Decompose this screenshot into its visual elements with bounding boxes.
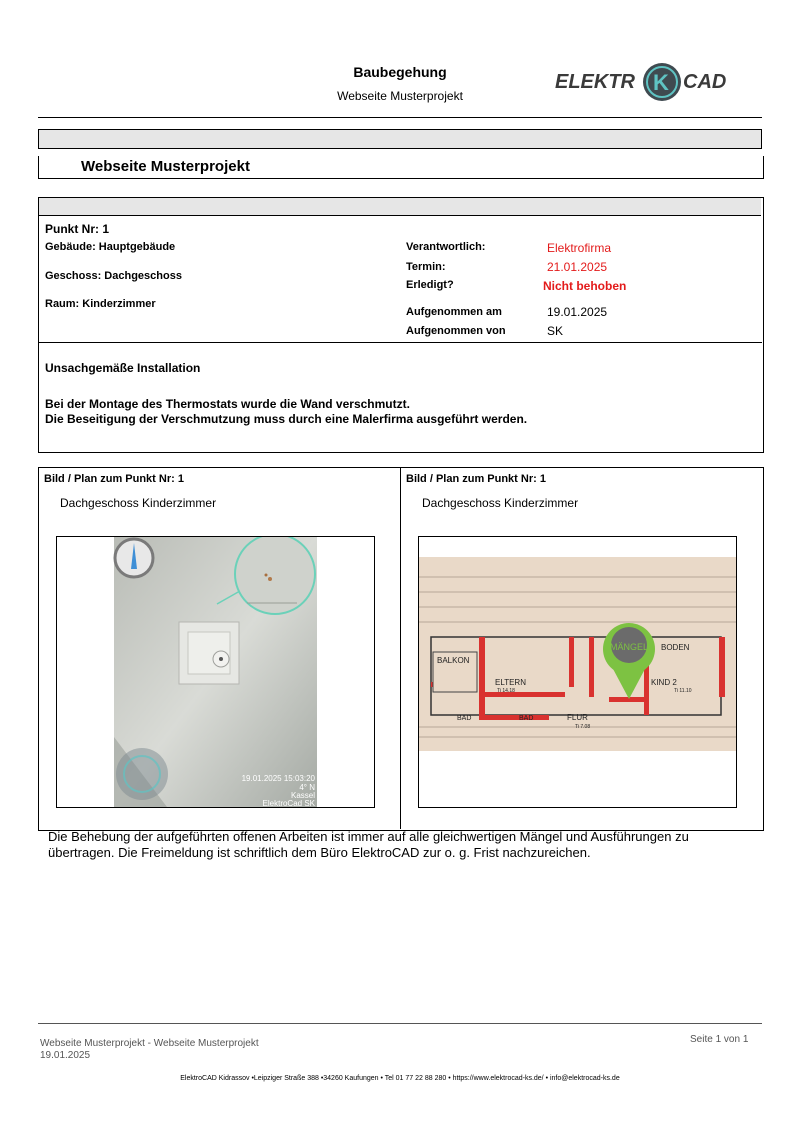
photo-stamp-app: ElektroCad SK bbox=[262, 799, 315, 807]
floor-plan[interactable] bbox=[419, 537, 736, 807]
image-2-heading: Bild / Plan zum Punkt Nr: 1 bbox=[406, 473, 546, 485]
image-1-heading: Bild / Plan zum Punkt Nr: 1 bbox=[44, 473, 184, 485]
footer-project bbox=[40, 1038, 259, 1062]
watermark-logo-icon bbox=[116, 748, 168, 800]
done-value: Nicht behoben bbox=[543, 279, 627, 293]
defect-line-1: Bei der Montage des Thermostats wurde die Wand verschmutzt. bbox=[45, 397, 410, 411]
company-logo bbox=[553, 60, 733, 104]
compass-icon bbox=[115, 539, 153, 577]
plan-label-eltern: ELTERN bbox=[495, 678, 526, 687]
plan-label-kind: KIND 2 bbox=[651, 678, 677, 687]
point-floor: Geschoss: Dachgeschoss bbox=[45, 270, 182, 282]
photo-stamp-time: 19.01.2025 15:03:20 bbox=[241, 774, 315, 783]
done-label: Erledigt? bbox=[406, 279, 454, 291]
header-rule bbox=[38, 117, 762, 118]
images-separator bbox=[400, 468, 401, 829]
point-number: Punkt Nr: 1 bbox=[45, 222, 110, 236]
footer-page: Seite 1 von 1 bbox=[690, 1034, 749, 1045]
photo-stamp-dir: 4° N bbox=[299, 783, 315, 792]
recorded-on-value: 19.01.2025 bbox=[547, 305, 608, 319]
responsible-value: Elektrofirma bbox=[547, 241, 612, 255]
plan-label-bad-1: BAD bbox=[457, 715, 472, 722]
footer-rule bbox=[38, 1023, 762, 1024]
thermostat-dial-icon bbox=[213, 651, 229, 667]
footer-note: Die Behebung der aufgeführten offenen Arbeiten ist immer auf alle gleichwertigen Mängel und Ausführungen zu übertragen. Die Freimeldung ist schriftlich dem Büro ElektroCAD zur o. g. Frist nachzureichen. bbox=[48, 829, 689, 860]
point-header-bar bbox=[39, 198, 761, 216]
recorded-by-label: Aufgenommen von bbox=[406, 325, 506, 337]
plan-frame bbox=[418, 536, 737, 808]
plan-label-flur: FLUR bbox=[567, 713, 588, 722]
logo-text-left: ELEKTR bbox=[555, 71, 635, 93]
logo-text-right: CAD bbox=[683, 71, 727, 93]
photo-stamp-city: Kassel bbox=[290, 791, 315, 800]
plan-label-kind-area: Ti 11.10 bbox=[674, 688, 692, 694]
report-title: Baubegehung bbox=[353, 64, 447, 80]
defect-title: Unsachgemäße Installation bbox=[45, 361, 201, 375]
responsible-label: Verantwortlich: bbox=[406, 241, 486, 253]
zoom-circle bbox=[235, 537, 315, 614]
thermostat-photo[interactable] bbox=[57, 537, 374, 807]
point-building: Gebäude: Hauptgebäude bbox=[45, 241, 176, 253]
image-2-caption: Dachgeschoss Kinderzimmer bbox=[422, 496, 579, 510]
point-divider bbox=[39, 342, 762, 343]
plan-label-eltern-area: Ti 14.18 bbox=[497, 688, 515, 694]
plan-label-bad-2: BAD bbox=[519, 715, 534, 722]
footer-date: 19.01.2025 bbox=[40, 1050, 91, 1061]
plan-label-balkon: BALKON bbox=[437, 656, 470, 665]
plan-label-boden: BODEN bbox=[661, 643, 690, 652]
photo-frame bbox=[56, 536, 375, 808]
logo-text-mid: K bbox=[653, 70, 669, 95]
image-1-caption: Dachgeschoss Kinderzimmer bbox=[60, 496, 217, 510]
section-bar bbox=[38, 129, 762, 149]
recorded-on-label: Aufgenommen am bbox=[406, 306, 502, 318]
deadline-label: Termin: bbox=[406, 261, 446, 273]
deadline-value: 21.01.2025 bbox=[547, 260, 608, 274]
project-title: Webseite Musterprojekt bbox=[81, 158, 250, 175]
footer-project-line: Webseite Musterprojekt - Webseite Musterprojekt bbox=[40, 1038, 259, 1049]
point-room: Raum: Kinderzimmer bbox=[45, 298, 156, 310]
recorded-by-value: SK bbox=[547, 324, 564, 338]
plan-label-flur-area: Ti 7.08 bbox=[575, 724, 591, 730]
marker-label: MÄNGEL bbox=[609, 642, 649, 652]
footer-address: ElektroCAD Kidrassov •Leipziger Straße 388 •34260 Kaufungen • Tel 01 77 22 88 280 • https://www.elektrocad-ks.de/ • info@elektrocad-ks.de bbox=[180, 1075, 620, 1082]
report-subtitle: Webseite Musterprojekt bbox=[337, 89, 463, 103]
defect-line-2: Die Beseitigung der Verschmutzung muss durch eine Malerfirma ausgeführt werden. bbox=[45, 412, 528, 426]
